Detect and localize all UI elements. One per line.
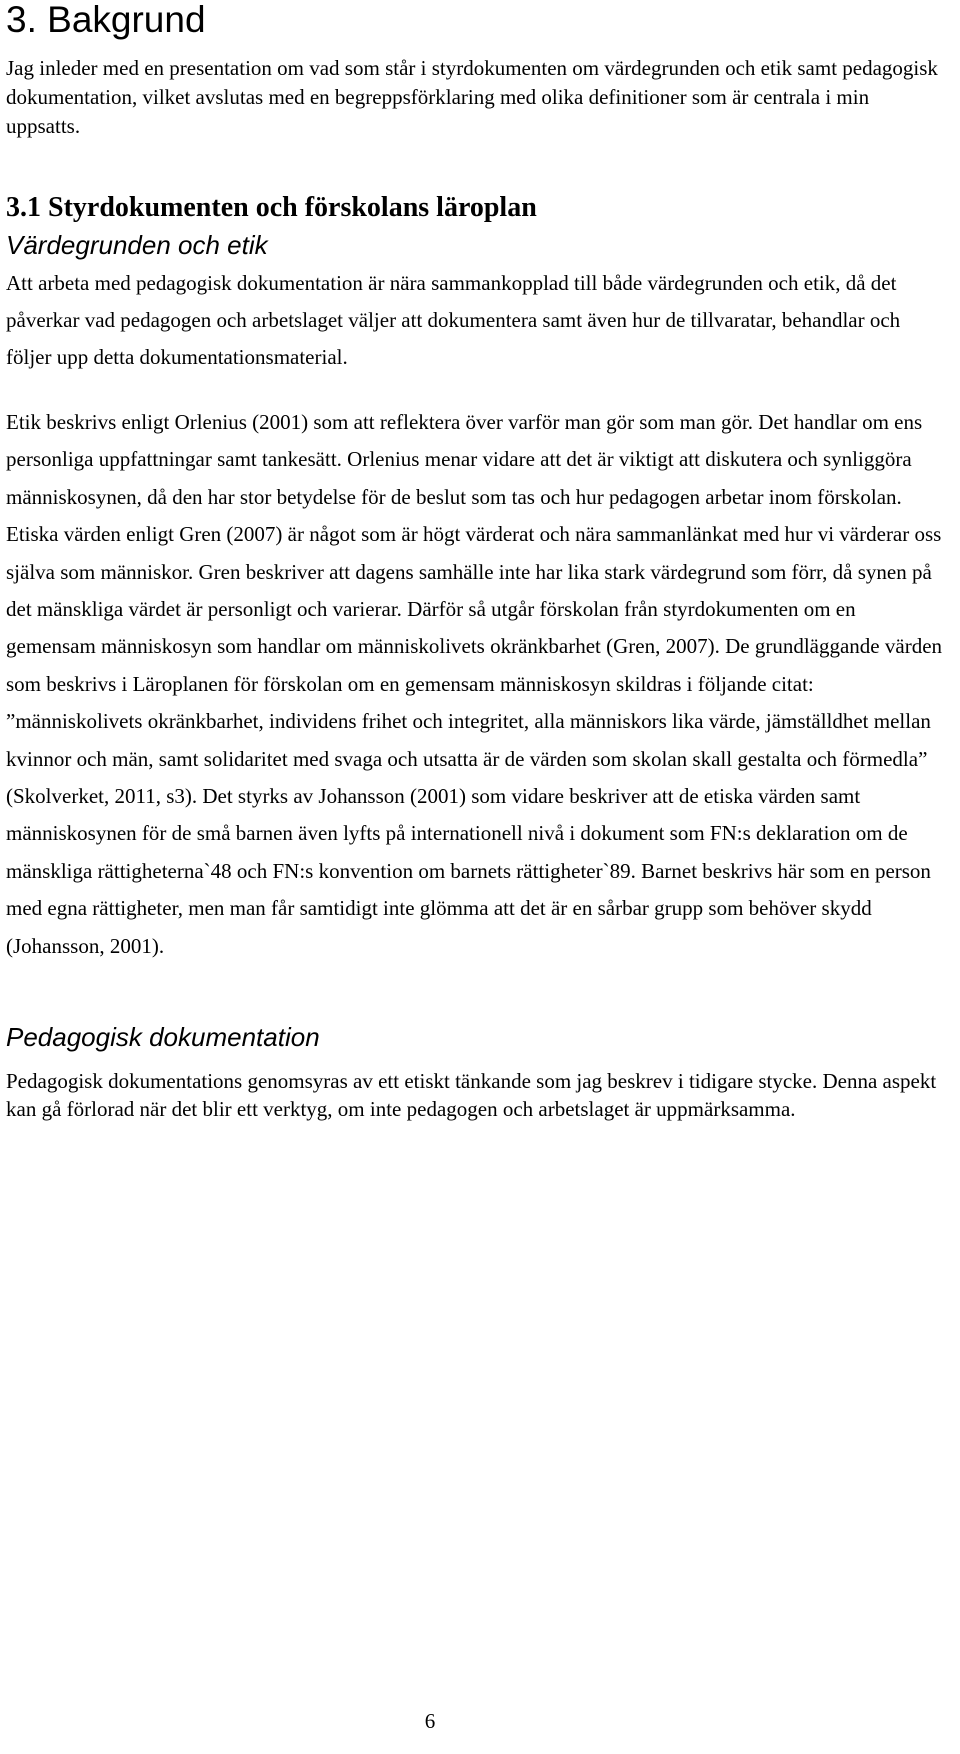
subheading-pedagogisk-dokumentation: Pedagogisk dokumentation [6, 1022, 320, 1053]
chapter-heading: 3. Bakgrund [6, 0, 206, 40]
page-number: 6 [424, 1709, 436, 1733]
section-heading: 3.1 Styrdokumenten och förskolans läroplan [6, 192, 537, 223]
document-page [6, 0, 946, 1123]
paragraph-vardegrunden-1: Att arbeta med pedagogisk dokumentation är nära sammankopplad till både värdegrunden och etik, då det påverkar vad pedagogen och arbetslaget väljer att dokumentera samt även hur de tillvaratar, behandlar och följer upp detta dokumentationsmaterial. [6, 271, 901, 369]
subheading-vardegrunden: Värdegrunden och etik [6, 230, 268, 260]
paragraph-pedagogisk-dokumentation: Pedagogisk dokumentations genomsyras av ett etiskt tänkande som jag beskrev i tidigare stycke. Denna aspekt kan gå förlorad när det blir ett verktyg, om inte pedagogen och arbetslaget är uppmärksamma. [6, 1069, 937, 1122]
paragraph-vardegrunden-2: Etik beskrivs enligt Orlenius (2001) som att reflektera över varför man gör som man gör. Det handlar om ens personliga uppfattningar samt tankesätt. Orlenius menar vidare att det är viktigt att diskutera och synliggöra människosynen, då den har stor betydelse för de beslut som tas och hur pedagogen arbetar inom förskolan. Etiska värden enligt Gren (2007) är något som är högt värderat och nära sammanlänkat med hur vi värderar oss själva som människor. Gren beskriver att dagens samhälle inte har lika stark värdegrund som förr, då synen på det mänskliga värdet är personligt och varierar. Därför så utgår förskolan från styrdokumenten om en gemensam människosyn som handlar om människolivets okränkbarhet (Gren, 2007). De grundläggande värden som beskrivs i Läroplanen för förskolan om en gemensam människosyn skildras i följande citat: ”människolivets okränkbarhet, individens frihet och integritet, alla människors lika värde, jämställdhet mellan kvinnor och män, samt solidaritet med svaga och utsatta är de värden som skolan skall gestalta och förmedla” (Skolverket, 2011, s3). Det styrks av Johansson (2001) som vidare beskriver att de etiska värden samt människosynen för de små barnen även lyfts på internationell nivå i dokument som FN:s deklaration om de mänskliga rättigheterna`48 och FN:s konvention om barnets rättigheter`89. Barnet beskrivs här som en person med egna rättigheter, men man får samtidigt inte glömma att det är en sårbar grupp som behöver skydd (Johansson, 2001). [6, 410, 943, 958]
chapter-intro-paragraph: Jag inleder med en presentation om vad som står i styrdokumenten om värdegrunden och etik samt pedagogisk dokumentation, vilket avslutas med en begreppsförklaring med olika definitioner som är centrala i min uppsatts. [6, 56, 938, 138]
